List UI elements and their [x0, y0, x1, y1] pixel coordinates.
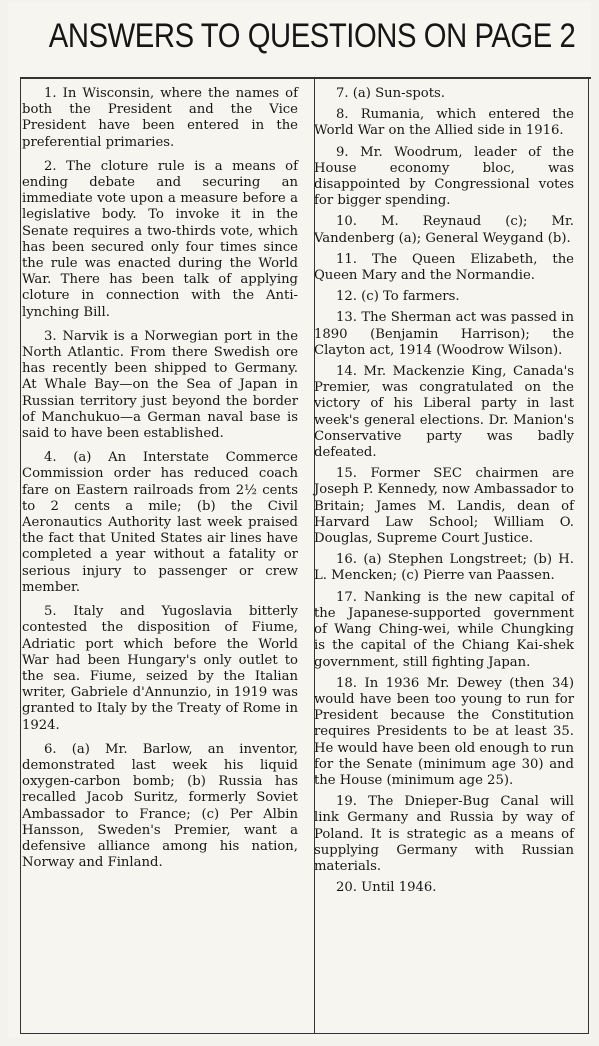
answer-7: 7. (a) Sun-spots. — [336, 86, 446, 101]
answer-8: 8. Rumania, which entered the World War on the Allied side in 1916. — [314, 107, 574, 139]
answer-12: 12. (c) To farmers. — [336, 289, 460, 305]
answer-4: 4. (a) An Interstate Commerce Commission order has reduced coach fare on Eastern railroads from 2½ cents to 2 cents a mile; (b) the Civil Aeronautics Authority last week praised the fact that United States air lines have completed a year without a fatality or serious injury to passenger or crew member. — [22, 450, 298, 595]
answer-5: 5. Italy and Yugoslavia bitterly contested the disposition of Fiume, Adriatic port which before the World War had been Hungary's only outlet to the sea. Fiume, seized by the Italian writer, Gabriele d'Annunzio, in 1919 was granted to Italy by the Treaty of Rome in 1924. — [22, 604, 298, 733]
answer-2: 2. The cloture rule is a means of ending debate and securing an immediate vote upon a measure before a legislative body. To invoke it in the Senate requires a two-thirds vote, which has been secured only four times since the rule was enacted during the World War. There has been talk of applying cloture in connection with the Anti-lynching Bill. — [22, 158, 298, 320]
headline: ANSWERS TO QUESTIONS ON PAGE 2 — [48, 17, 576, 55]
answer-11: 11. The Queen Elizabeth, the Queen Mary and the Normandie. — [314, 251, 574, 284]
answer-3: 3. Narvik is a Norwegian port in the North Atlantic. From there Swedish ore has recently been shipped to Germany. At Whale Bay—on the Sea of Japan in Russian territory just beyond the border of Manchukuo—a German naval base is said to have been established. — [22, 328, 298, 442]
answer-15: 15. Former SEC chairmen are Joseph P. Kennedy, now Ambassador to Britain; James M. Landis, dean of Harvard Law School; William O. Douglas, Supreme Court Justice. — [314, 466, 574, 547]
answer-10: 10. M. Reynaud (c); Mr. Vandenberg (a); General Weygand (b). — [314, 214, 574, 246]
right-column — [314, 86, 574, 901]
answer-9: 9. Mr. Woodrum, leader of the House economy bloc, was disappointed by Congressional votes for bigger spending. — [314, 144, 574, 209]
answer-1: 1. In Wisconsin, where the names of both the President and the Vice President have been entered in the preferential primaries. — [22, 86, 298, 150]
answer-16: 16. (a) Stephen Longstreet; (b) H. L. Mencken; (c) Pierre van Paassen. — [314, 552, 574, 584]
answer-13: 13. The Sherman act was passed in 1890 (Benjamin Harrison); the Clayton act, 1914 (Woodrow Wilson). — [314, 310, 574, 358]
answer-6: 6. (a) Mr. Barlow, an inventor, demonstrated last week his liquid oxygen-carbon bomb; (b) Russia has recalled Jacob Suritz, formerly Soviet Ambassador to France; (c) Per Albin Hansson, Sweden's Premier, want a defensive alliance among his nation, Norway and Finland. — [22, 741, 298, 871]
answer-14: 14. Mr. Mackenzie King, Canada's Premier, was congratulated on the victory of his Liberal party in last week's general elections. Dr. Manion's Conservative party was badly defeated. — [314, 364, 574, 461]
answer-20: 20. Until 1946. — [336, 880, 437, 896]
answer-18: 18. In 1936 Mr. Dewey (then 34) would have been too young to run for President because the Constitution requires Presidents to be at least 35. He would have been old enough to run for the Senate (minimum age 30) and the House (minimum age 25). — [314, 675, 574, 788]
left-column — [22, 86, 298, 879]
answer-17: 17. Nanking is the new capital of the Japanese-supported government of Wang Ching-wei, while Chungking is the capital of the Chiang Kai-shek government, still fighting Japan. — [314, 589, 574, 670]
answer-19: 19. The Dnieper-Bug Canal will link Germany and Russia by way of Poland. It is strategic as a means of supplying Germany with Russian materials. — [314, 794, 574, 874]
